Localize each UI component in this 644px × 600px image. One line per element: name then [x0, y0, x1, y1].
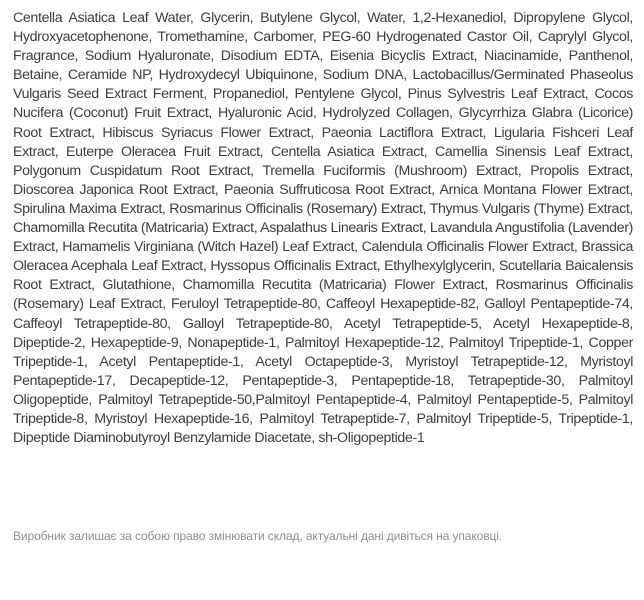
manufacturer-disclaimer: Виробник залишає за собою право змінювати склад, актуальні дані дивіться на упаковці.: [13, 529, 503, 543]
ingredients-list: Centella Asiatica Leaf Water, Glycerin, Butylene Glycol, Water, 1,2-Hexanediol, Dipropylene Glycol, Hydroxyacetophenone, Tromethamine, Carbomer, PEG-60 Hydrogenated Castor Oil, Caprylyl Glycol, Fragrance, Sodium Hyaluronate, Disodium EDTA, Eisenia Bicyclis Extract, Niacinamide, Panthenol, Betaine, Ceramide NP, Hydroxydecyl Ubiquinone, Sodium DNA, Lactobacillus/Germinated Phaseolus Vulgaris Seed Extract Ferment, Propanediol, Pentylene Glycol, Pinus Sylvestris Leaf Extract, Cocos Nucifera (Coconut) Fruit Extract, Hyaluronic Acid, Hydrolyzed Collagen, Glycyrrhiza Glabra (Licorice) Root Extract, Hibiscus Syriacus Flower Extract, Paeonia Lactiflora Extract, Ligularia Fishceri Leaf Extract, Euterpe Oleracea Fruit Extract, Centella Asiatica Extract, Camellia Sinensis Leaf Extract, Polygonum Cuspidatum Root Extract, Tremella Fuciformis (Mushroom) Extract, Propolis Extract, Dioscorea Japonica Root Extract, Paeonia Suffruticosa Root Extract, Arnica Montana Flower Extract, Spirulina Maxima Extract, Rosmarinus Officinalis (Rosemary) Extract, Thymus Vulgaris (Thyme) Extract, Chamomilla Recutita (Matricaria) Extract, Aspalathus Linearis Extract, Lavandula Angustifolia (Lavender) Extract, Hamamelis Virginiana (Witch Hazel) Leaf Extract, Calendula Officinalis Flower Extract, Brassica Oleracea Acephala Leaf Extract, Hyssopus Officinalis Extract, Ethylhexylglycerin, Scutellaria Baicalensis Root Extract, Glutathione, Chamomilla Recutita (Matricaria) Flower Extract, Rosmarinus Officinalis (Rosemary) Leaf Extract, Feruloyl Tetrapeptide-80, Caffeoyl Hexapeptide-82, Galloyl Pentapeptide-74, Caffeoyl Tetrapeptide-80, Galloyl Tetrapeptide-80, Acetyl Tetrapeptide-5, Acetyl Hexapeptide-8, Dipeptide-2, Hexapeptide-9, Nonapeptide-1, Palmitoyl Hexapeptide-12, Palmitoyl Tripeptide-1, Copper Tripeptide-1, Acetyl Pentapeptide-1, Acetyl Octapeptide-3, Myristoyl Tetrapeptide-12, Myristoyl Pentapeptide-17, Decapeptide-12, Pentapeptide-3, Pentapeptide-18, Tetrapeptide-30, Palmitoyl Oligopeptide, Palmitoyl Tetrapeptide-50,Palmitoyl Pentapeptide-4, Palmitoyl Pentapeptide-5, Palmitoyl Tripeptide-8, Myristoyl Hexapeptide-16, Palmitoyl Tetrapeptide-7, Palmitoyl Tripeptide-5, Tripeptide-1, Dipeptide Diaminobutyroyl Benzylamide Diacetate, sh-Oligopeptide-1: [13, 10, 633, 447]
